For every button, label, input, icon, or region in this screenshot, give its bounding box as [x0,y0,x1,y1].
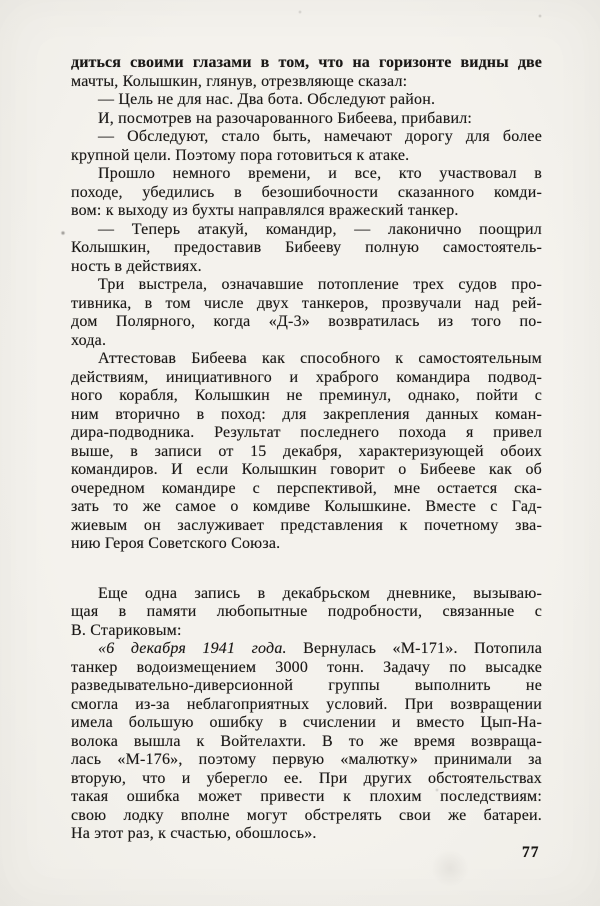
text-segment: волока вышла к Войтелахти. В то же время возвраща- [71,732,542,750]
text-line [71,788,542,807]
text-segment: — Цель не для нас. Два бота. Обследуют район. [98,91,436,108]
text-line [71,110,542,129]
text-segment: ность в действиях. [71,257,202,275]
text-line [71,714,542,733]
page-number: 77 [522,844,540,861]
text-line [71,369,542,388]
text-segment: ного корабля, Колышкин не преминул, однако, пойти с [71,387,542,404]
text-line [71,480,542,499]
text-line [71,73,542,92]
text-segment: нию Героя Советского Союза. [71,535,281,552]
text-line [71,770,542,789]
text-line [71,258,542,277]
text-segment: диться своими глазами в том, что на горизонте видны две [71,54,542,71]
text-segment: вом: к выходу из бухты направлялся вражеский танкер. [71,202,459,219]
text-segment: На этот раз, к счастью, обошлось». [71,825,317,842]
text-line [71,443,542,462]
text-segment: дира-подводника. Результат последнего похода я привел [71,424,542,441]
text-segment: мачты, Колышкин, глянув, отрезвляюще сказал: [71,72,408,90]
text-column [71,54,542,844]
paragraph [71,640,542,844]
text-segment: Колышкин, предоставив Бибееву полную самостоятель- [71,239,542,256]
text-line [71,202,542,221]
text-line [71,461,542,480]
text-line [71,387,542,406]
text-segment: дом Полярного, когда «Д-3» возвратилась из того по- [71,313,542,330]
italic-text-segment: «6 декабря 1941 года. [98,640,287,657]
text-line [71,128,542,147]
text-line [71,91,542,110]
text-line [71,603,542,622]
text-segment: свою лодку вполне могут обстрелять свои же батареи. [71,806,542,824]
text-segment: такая ошибка может привести к плохим последствиям: [71,788,542,805]
text-segment: тивника, в том числе двух танкеров, прозвучали над рей- [71,294,542,312]
text-line [71,276,542,295]
text-segment: ним вторично в поход: для закрепления данных коман- [71,405,542,423]
text-segment: Еще одна запись в декабрьском дневнике, вызываю- [98,584,542,602]
text-line [71,640,542,659]
text-line [71,350,542,369]
text-line [71,165,542,184]
text-line [71,733,542,752]
text-line [71,622,542,641]
text-segment: вторую, что и уберегло ее. При других обстоятельствах [71,769,542,787]
text-segment: Аттестовав Бибеева как способного к самостоятельным [98,350,542,367]
text-line [71,221,542,240]
text-line [71,498,542,517]
text-segment: лась «М-176», поэтому первую «малютку» принимали за [71,751,542,768]
text-segment: хода. [71,331,107,349]
text-segment: В. Стариковым: [71,621,182,639]
text-segment: крупной цели. Поэтому пора готовиться к атаке. [71,146,410,164]
text-segment: — Теперь атакуй, командир, — лаконично поощрил [98,220,542,238]
text-line [71,332,542,351]
paragraph [71,585,542,641]
text-segment: танкер водоизмещением 3000 тонн. Задачу по высадке [71,658,542,676]
text-line [71,406,542,425]
text-segment: командиров. И если Колышкин говорит о Бибееве как об [71,461,542,478]
text-segment: очередном командире с перспективой, мне остается ска- [71,479,542,497]
text-segment: выше, в записи от 15 декабря, характеризующей обоих [71,442,542,460]
text-line [71,424,542,443]
text-line [71,677,542,696]
text-segment: имела большую ошибку в счислении и вместо Цып-На- [71,714,542,731]
paragraph [71,54,542,91]
text-segment: Прошло немного времени, и все, кто участвовал в [98,165,542,182]
text-segment: И, посмотрев на разочарованного Бибеева, прибавил: [98,109,473,127]
text-line [71,313,542,332]
text-segment: действиям, инициативного и храброго командира подвод- [71,368,542,386]
text-segment: Вернулась «М-171». Потопила [286,640,542,657]
text-segment: походе, убедились в безошибочности сказанного комди- [71,183,542,201]
paragraph [71,350,542,554]
text-segment: жиевым он заслуживает представления к почетному зва- [71,516,542,534]
text-segment: смогла из-за неблагоприятных условий. При возвращении [71,695,542,713]
text-segment: Три выстрела, означавшие потопление трех судов про- [98,276,542,293]
text-segment: — Обследуют, стало быть, намечают дорогу для более [98,128,542,145]
text-segment: щая в памяти любопытные подробности, связанные с [71,603,542,620]
text-segment: зать то же самое о комдиве Колышкине. Вместе с Гад- [71,498,542,515]
text-line [71,696,542,715]
paragraph [71,91,542,110]
text-line [71,54,542,73]
text-line [71,751,542,770]
text-line [71,517,542,536]
paragraph [71,276,542,350]
text-line [71,807,542,826]
text-line [71,184,542,203]
paragraph [71,110,542,129]
text-line [71,147,542,166]
paragraph [71,221,542,277]
paragraph [71,165,542,221]
text-line [71,239,542,258]
text-line [71,295,542,314]
text-line [71,585,542,604]
text-line [71,535,542,554]
text-line [71,659,542,678]
text-line [71,825,542,844]
paragraph [71,128,542,165]
text-segment: разведывательно-диверсионной группы выполнить не [71,677,542,694]
